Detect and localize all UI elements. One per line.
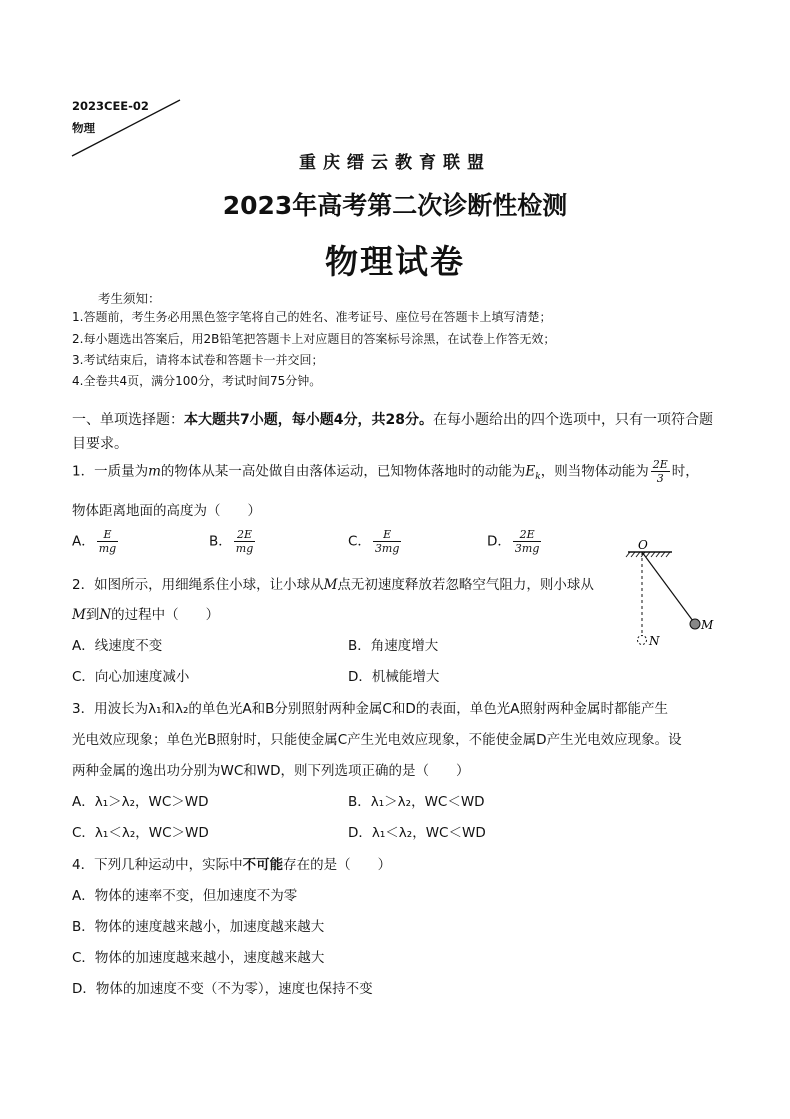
q1-text: ，则当物体动能为: [540, 463, 649, 480]
q1-ek-subscript: k: [535, 472, 541, 483]
q2-option-b[interactable]: B．角速度增大: [348, 638, 439, 654]
option-den: mg: [235, 542, 254, 555]
q1-option-a[interactable]: [72, 528, 120, 555]
question-2-stem: [72, 573, 594, 593]
q1-option-d[interactable]: [487, 528, 543, 555]
point-label-n: N: [649, 634, 660, 648]
notice-heading: 考生须知：: [98, 291, 161, 306]
q3-option-d[interactable]: D．λ₁＜λ₂，WC＜WD: [348, 825, 486, 841]
q2-text: 2．如图所示，用细绳系住小球，让小球从: [72, 577, 324, 593]
option-label: C．: [348, 533, 371, 550]
question-3-line3: 两种金属的逸出功分别为WC和WD，则下列选项正确的是（ ）: [72, 763, 470, 779]
question-1-line2: 物体距离地面的高度为（ ）: [72, 503, 261, 519]
q1-ek-symbol: E: [525, 463, 536, 480]
question-3-line2: 光电效应现象；单色光B照射时，只能使金属C产生光电效应现象，不能使金属D产生光电效应现象。设: [72, 732, 682, 748]
pendulum-figure: [620, 538, 730, 658]
q4-text: 存在的是（ ）: [283, 857, 392, 873]
q3-option-c[interactable]: C．λ₁＜λ₂，WC＞WD: [72, 825, 209, 841]
exam-title: 2023年高考第二次诊断性检测: [222, 191, 568, 220]
organization-name: 重庆缙云教育联盟: [299, 153, 491, 173]
q2-option-a[interactable]: A．线速度不变: [72, 638, 163, 654]
question-2-line2: [72, 603, 219, 623]
q3-option-a[interactable]: A．λ₁＞λ₂，WC＞WD: [72, 794, 209, 810]
option-num: E: [97, 528, 118, 542]
option-den: 3mg: [374, 542, 400, 555]
q4-emphasis: 不可能: [242, 857, 284, 873]
notice-item: 3.考试结束后，请将本试卷和答题卡一并交回；: [72, 353, 324, 367]
q2-text: 的过程中（ ）: [111, 607, 220, 623]
q1-text: 时，: [671, 463, 699, 480]
paper-code: 2023CEE-02: [72, 99, 149, 113]
q4-text: 4．下列几种运动中，实际中: [72, 857, 243, 873]
q1-option-c[interactable]: [348, 528, 403, 555]
q3-option-b[interactable]: B．λ₁＞λ₂，WC＜WD: [348, 794, 485, 810]
subject-label: 物理: [72, 121, 95, 135]
option-den: mg: [98, 542, 117, 555]
q2-text: 到: [85, 607, 100, 623]
option-num: 2E: [513, 528, 541, 542]
pivot-label-o: O: [638, 538, 648, 552]
notice-item: 2.每小题选出答案后，用2B铅笔把答题卡上对应题目的答案标号涂黑，在试卷上作答无效；: [72, 332, 556, 346]
section-desc: 本大题共7小题，每小题4分，共28分。: [184, 412, 433, 428]
q1-text: 的物体从某一高处做自由落体运动，已知物体落地时的动能为: [160, 463, 526, 480]
q2-text: 点无初速度释放若忽略空气阻力，则小球从: [337, 577, 594, 593]
question-3-line1: 3．用波长为λ₁和λ₂的单色光A和B分别照射两种金属C和D的表面，单色光A照射两种金属时都能产生: [72, 701, 668, 717]
q4-option-b[interactable]: B．物体的速度越来越小，加速度越来越大: [72, 919, 325, 935]
notice-item: 4.全卷共4页，满分100分，考试时间75分钟。: [72, 374, 322, 388]
q2-point-m: M: [323, 577, 338, 593]
q1-fraction-den: 3: [656, 472, 664, 485]
q4-option-c[interactable]: C．物体的加速度越来越小，速度越来越大: [72, 950, 325, 966]
section-instruction: 在每小题给出的四个选项中，只有一项符合题目要求。: [72, 412, 713, 452]
option-label: D．: [487, 533, 511, 550]
point-label-m: M: [701, 618, 714, 632]
q2-point-m: M: [72, 607, 86, 623]
q4-option-a[interactable]: A．物体的速率不变，但加速度不为零: [72, 888, 298, 904]
paper-title: 物理试卷: [325, 242, 465, 281]
q2-option-c[interactable]: C．向心加速度减小: [72, 669, 190, 685]
q1-mass-symbol: m: [148, 463, 161, 480]
option-num: 2E: [234, 528, 255, 542]
q1-text: 1．一质量为: [72, 463, 149, 480]
q2-option-d[interactable]: D．机械能增大: [348, 669, 440, 685]
option-den: 3mg: [514, 542, 540, 555]
option-label: A．: [72, 533, 95, 550]
question-1-stem: [72, 458, 699, 485]
q4-option-d[interactable]: D．物体的加速度不变（不为零），速度也保持不变: [72, 981, 373, 997]
q1-option-b[interactable]: [209, 528, 257, 555]
section-heading: [72, 408, 722, 456]
q1-fraction-num: 2E: [652, 458, 668, 471]
q2-point-n: N: [99, 607, 112, 623]
q1-fraction: [651, 458, 670, 485]
section-number: 一、单项选择题：: [72, 412, 184, 428]
option-label: B．: [209, 533, 232, 550]
notice-item: 1.答题前，考生务必用黑色签字笔将自己的姓名、准考证号、座位号在答题卡上填写清楚；: [72, 310, 552, 324]
question-4-stem: [72, 853, 391, 873]
option-num: E: [373, 528, 401, 542]
